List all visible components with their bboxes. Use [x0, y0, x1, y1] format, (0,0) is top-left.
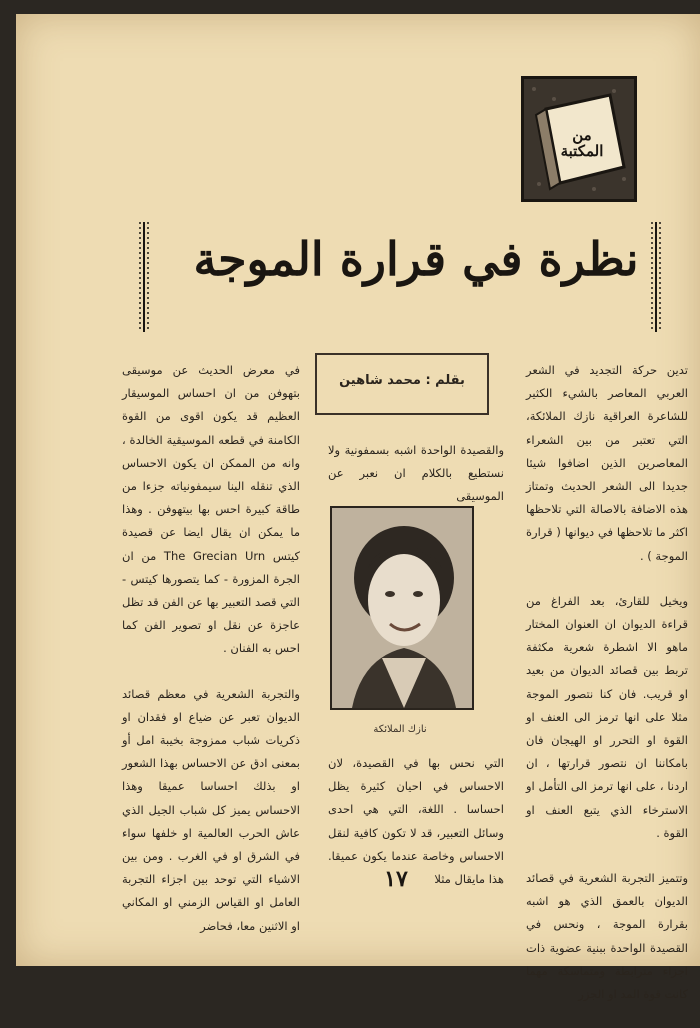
- column-right: [526, 359, 688, 1028]
- paragraph: وتتميز التجربة الشعرية في قصائد الديوان بالعمق الذي هو اشبه بقرارة الموجة ، ونحس في القصيدة الواحدة ببنية عضوية ذات اجزاء مترابطة ومتماسكة مهما كانت قوة المد او الجزر: [526, 871, 688, 1002]
- paragraph: التي نحس بها في القصيدة، لان الاحساس في احيان كثيرة يظل احساسا . اللغة، التي هي احدى وسائل التعبير، قد لا تكون كافية لنقل الاحساس وخاصة عندما يكون عميقا. هذا مايقال مثلا: [328, 756, 504, 887]
- paragraph: تدين حركة التجديد في الشعر العربي المعاصر بالشيء الكثير للشاعرة العراقية نازك الملائكة، التي تعتبر من بين الشعراء المعاصرين الذين اضافوا شيئا جديدا الى الشعر الحديث وتمتاز هذه الاضافة بالاصالة التي تلاحظها اكثر ما تلاحظها في ديوانها ( قرارة الموجة ) .: [526, 363, 688, 563]
- ornament-left: [136, 222, 152, 332]
- portrait-image: [332, 508, 472, 708]
- page-number: ١٧: [384, 866, 408, 892]
- paragraph: والتجربة الشعرية في معظم قصائد الديوان تعبر عن ضياع او فقدان او ذكريات شباب ممزوجة بخيبة امل أو بمعنى ادق عن الاحساس بهذا الشعور او بذلك احساسا عميقا وهذا الاحساس يميز كل شباب الجيل الذي عاش الحرب العالمية او خلفها سواء في الشرق او في الغرب . ومن بين الاشياء التي توحد بين اجزاء التجربة العامل او القياس الزمني او المكاني او الاثنين معا، فحاضر: [122, 686, 300, 933]
- ornament-right: [648, 222, 664, 332]
- author-name: بقلم : محمد شاهين: [339, 373, 465, 388]
- author-photo: [330, 506, 474, 710]
- column-left: [122, 359, 300, 960]
- paragraph: والقصيدة الواحدة اشبه بسمفونية ولا نستطيع بالكلام ان نعبر عن الموسيقى: [328, 443, 504, 504]
- paragraph: في معرض الحديث عن موسيقى بتهوفن من ان احساس الموسيقار العظيم قد يكون اقوى من القوة الكامنة في قطعه الموسيقية الخالدة ، وانه من الممكن ان يكون الاحساس الذي تنقله الينا سيمفونياته جزءا من طاقة كبيرة احس بها بيتهوفن . وهذا ما يمكن ان يقال ايضا عن قصيدة كيتس The Grecian Urn من ان الجرة المزورة - كما يتصورها كيتس - التي قصد التعبير بها عن الفن قد تظل عاجزة عن نقل او تصوير الفن كما احس به الفنان .: [122, 363, 300, 656]
- paragraph: ويخيل للقارئ، بعد الفراغ من قراءة الديوان ان العنوان المختار ماهو الا اشطرة شعرية مكثفة تربط بين قصائد الديوان من بعيد او قريب. فان كنا نتصور الموجة مثلا على انها ترمز الى العنف او القوة او التحرر او الهيجان فان بامكاننا ان نتصور قرارتها ، ان اردنا ، على انها ترمز الى التأمل او الاسترخاء الذي يتبع العنف او القوة .: [526, 593, 688, 840]
- section-logo-text: من المكتبة: [560, 126, 604, 160]
- section-logo: [521, 76, 637, 202]
- title-block: [136, 214, 696, 334]
- article-title: نظرة في قرارة الموجة: [193, 232, 639, 286]
- magazine-page: [16, 14, 700, 1002]
- byline-box: [315, 353, 489, 415]
- photo-caption: نازك الملائكة: [373, 724, 427, 735]
